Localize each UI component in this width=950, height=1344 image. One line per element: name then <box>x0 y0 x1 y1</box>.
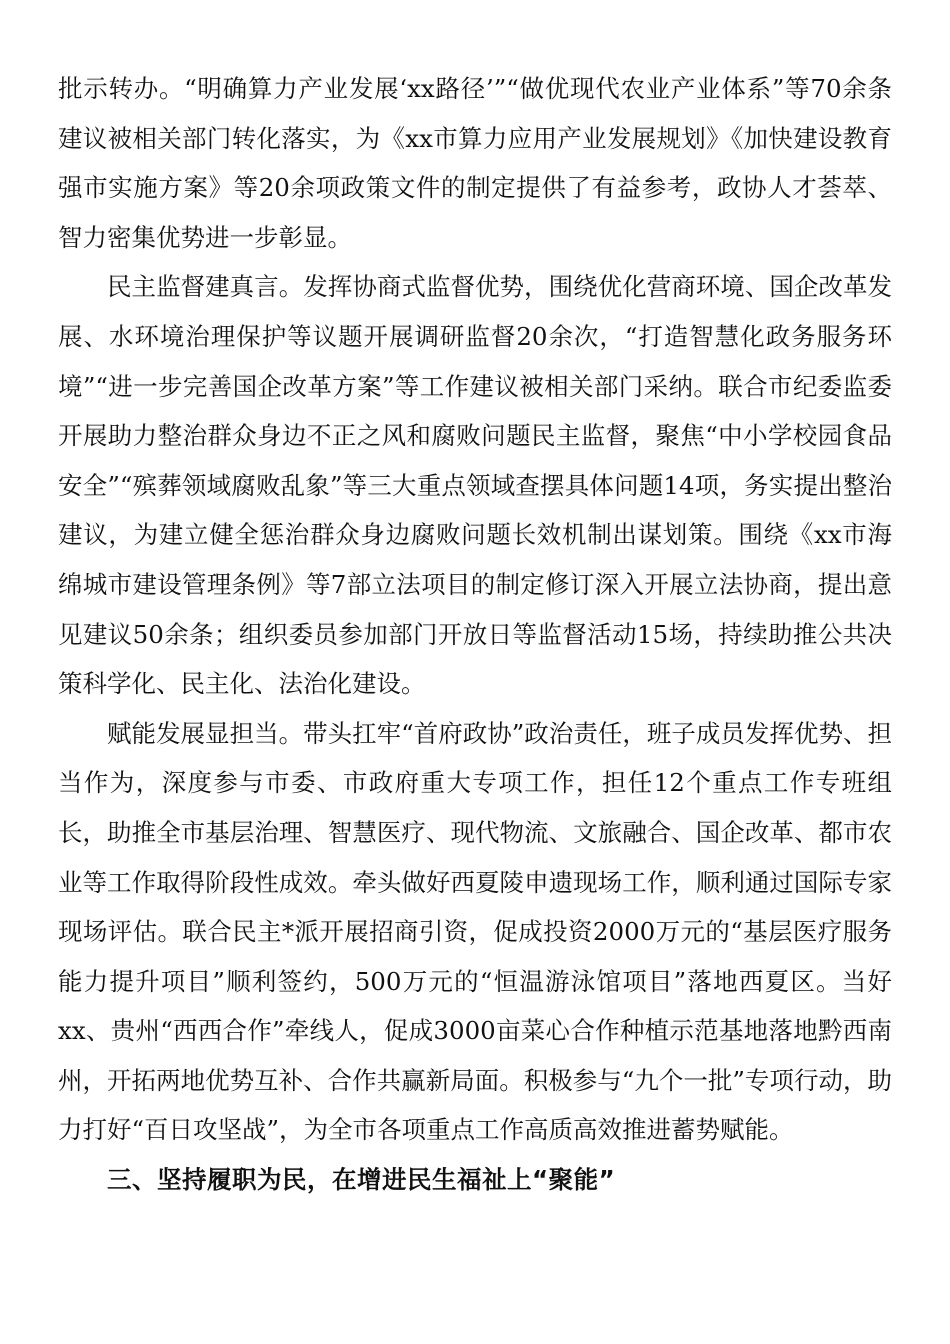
paragraph-democratic-supervision: 民主监督建真言。发挥协商式监督优势，围绕优化营商环境、国企改革发展、水环境治理保护等议题开展调研监督20余次，“打造智慧化政务服务环境”“进一步完善国企改革方案”等工作建议被相关部门采纳。联合市纪委监委开展助力整治群众身边不正之风和腐败问题民主监督，聚焦“中小学校园食品安全”“殡葬领域腐败乱象”等三大重点领域查摆具体问题14项，务实提出整治建议，为建立健全惩治群众身边腐败问题长效机制出谋划策。围绕《xx市海绵城市建设管理条例》等7部立法项目的制定修订深入开展立法协商，提出意见建议50余条；组织委员参加部门开放日等监督活动15场，持续助推公共决策科学化、民主化、法治化建设。 <box>58 272 892 699</box>
document-body <box>58 64 892 1205</box>
section-heading: 三、坚持履职为民，在增进民生福祉上“聚能” <box>107 1165 616 1195</box>
paragraph-continuation: 批示转办。“明确算力产业发展‘xx路径’”“做优现代农业产业体系”等70余条建议被相关部门转化落实，为《xx市算力应用产业发展规划》《加快建设教育强市实施方案》等20余项政策文件的制定提供了有益参考，政协人才荟萃、智力密集优势进一步彰显。 <box>58 74 892 252</box>
paragraph-empower-development: 赋能发展显担当。带头扛牢“首府政协”政治责任，班子成员发挥优势、担当作为，深度参与市委、市政府重大专项工作，担任12个重点工作专班组长，助推全市基层治理、智慧医疗、现代物流、文旅融合、国企改革、都市农业等工作取得阶段性成效。牵头做好西夏陵申遗现场工作，顺利通过国际专家现场评估。联合民主*派开展招商引资，促成投资2000万元的“基层医疗服务能力提升项目”顺利签约，500万元的“恒温游泳馆项目”落地西夏区。当好xx、贵州“西西合作”牵线人，促成3000亩菜心合作种植示范基地落地黔西南州，开拓两地优势互补、合作共赢新局面。积极参与“九个一批”专项行动，助力打好“百日攻坚战”，为全市各项重点工作高质高效推进蓄势赋能。 <box>58 718 892 1145</box>
